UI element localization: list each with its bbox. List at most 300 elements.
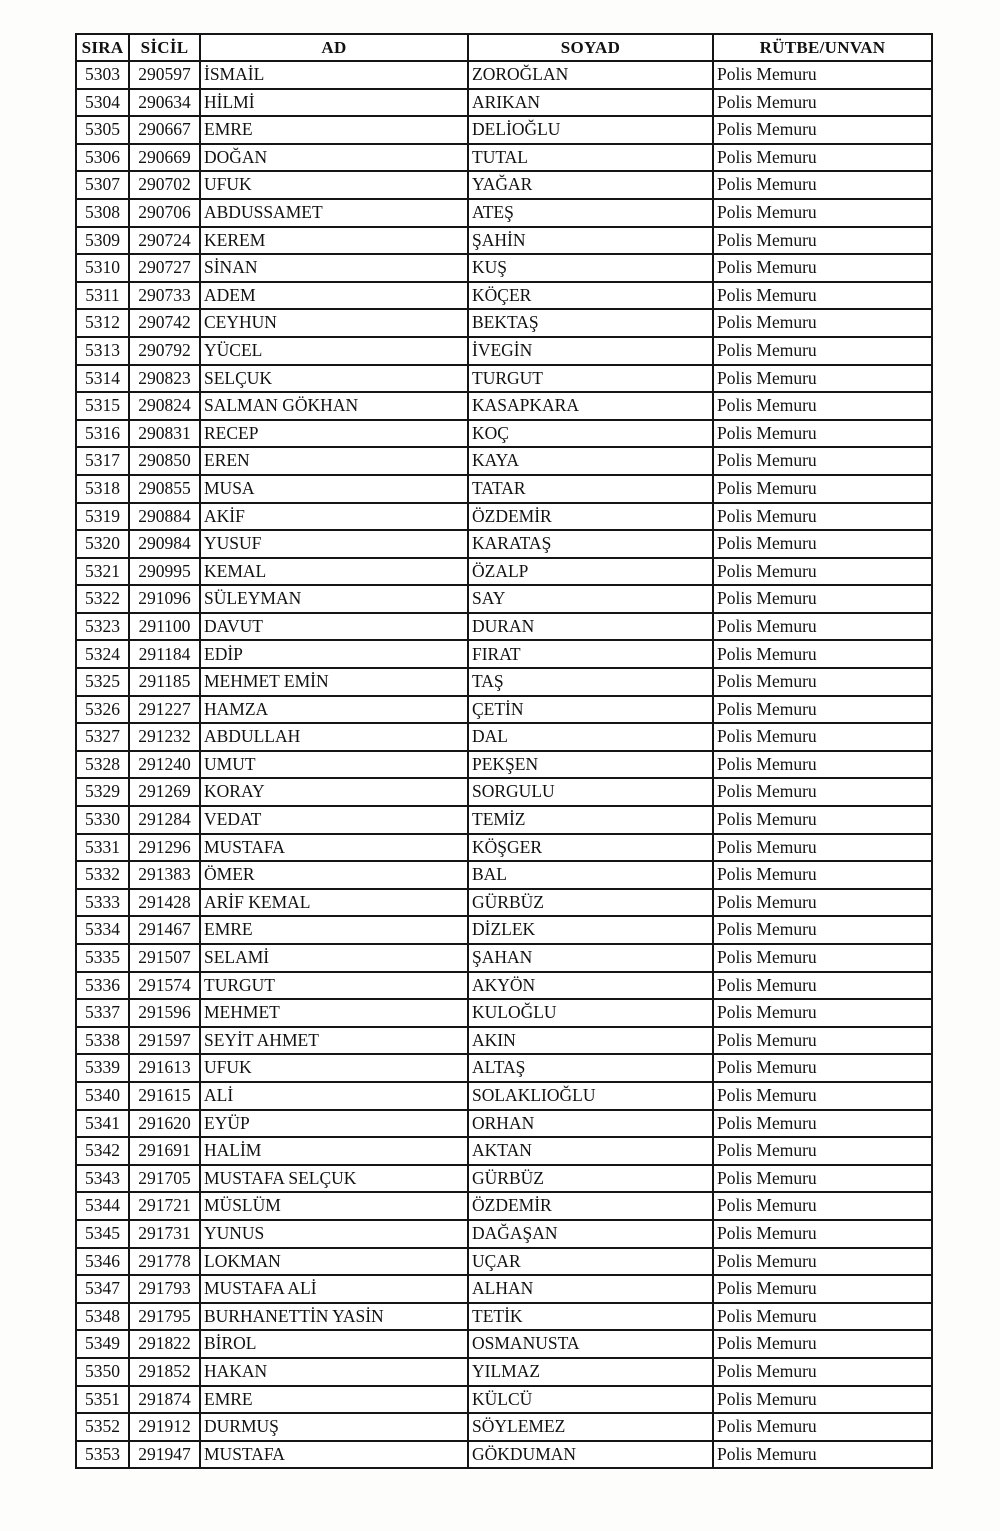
cell-ad: ÖMER <box>200 861 468 889</box>
cell-soyad: ÇETİN <box>468 696 713 724</box>
table-row <box>76 199 932 227</box>
table-row <box>76 834 932 862</box>
cell-rutbe: Polis Memuru <box>713 392 932 420</box>
cell-rutbe: Polis Memuru <box>713 420 932 448</box>
cell-rutbe: Polis Memuru <box>713 475 932 503</box>
column-header-ad: AD <box>200 34 468 61</box>
cell-soyad: AKIN <box>468 1027 713 1055</box>
column-header-soyad: SOYAD <box>468 34 713 61</box>
cell-soyad: SAY <box>468 585 713 613</box>
cell-soyad: ŞAHAN <box>468 944 713 972</box>
cell-soyad: KAYA <box>468 447 713 475</box>
cell-sira: 5330 <box>76 806 129 834</box>
table-row <box>76 696 932 724</box>
cell-sicil: 291232 <box>129 723 200 751</box>
cell-sira: 5322 <box>76 585 129 613</box>
cell-rutbe: Polis Memuru <box>713 1110 932 1138</box>
cell-sira: 5333 <box>76 889 129 917</box>
cell-rutbe: Polis Memuru <box>713 972 932 1000</box>
cell-ad: MUSTAFA ALİ <box>200 1275 468 1303</box>
cell-ad: DOĞAN <box>200 144 468 172</box>
cell-sira: 5308 <box>76 199 129 227</box>
table-row <box>76 365 932 393</box>
cell-sira: 5342 <box>76 1137 129 1165</box>
cell-sicil: 290850 <box>129 447 200 475</box>
table-row <box>76 530 932 558</box>
cell-rutbe: Polis Memuru <box>713 1330 932 1358</box>
cell-ad: EMRE <box>200 916 468 944</box>
cell-rutbe: Polis Memuru <box>713 61 932 89</box>
cell-rutbe: Polis Memuru <box>713 447 932 475</box>
cell-ad: AKİF <box>200 503 468 531</box>
cell-ad: MUSTAFA SELÇUK <box>200 1165 468 1193</box>
cell-soyad: ORHAN <box>468 1110 713 1138</box>
cell-ad: CEYHUN <box>200 309 468 337</box>
cell-ad: HALİM <box>200 1137 468 1165</box>
cell-ad: ADEM <box>200 282 468 310</box>
cell-rutbe: Polis Memuru <box>713 530 932 558</box>
table-row <box>76 282 932 310</box>
cell-sicil: 291620 <box>129 1110 200 1138</box>
cell-sicil: 291596 <box>129 999 200 1027</box>
cell-soyad: BAL <box>468 861 713 889</box>
cell-ad: BİROL <box>200 1330 468 1358</box>
cell-ad: SEYİT AHMET <box>200 1027 468 1055</box>
cell-sira: 5350 <box>76 1358 129 1386</box>
cell-sicil: 291269 <box>129 778 200 806</box>
cell-sira: 5351 <box>76 1386 129 1414</box>
cell-ad: SİNAN <box>200 254 468 282</box>
cell-sicil: 290727 <box>129 254 200 282</box>
cell-ad: MÜSLÜM <box>200 1192 468 1220</box>
table-row <box>76 309 932 337</box>
table-row <box>76 1137 932 1165</box>
cell-ad: SELAMİ <box>200 944 468 972</box>
cell-sicil: 290733 <box>129 282 200 310</box>
cell-sira: 5335 <box>76 944 129 972</box>
cell-rutbe: Polis Memuru <box>713 116 932 144</box>
cell-rutbe: Polis Memuru <box>713 806 932 834</box>
cell-soyad: PEKŞEN <box>468 751 713 779</box>
cell-sira: 5332 <box>76 861 129 889</box>
cell-sira: 5312 <box>76 309 129 337</box>
cell-sicil: 291574 <box>129 972 200 1000</box>
cell-sicil: 290706 <box>129 199 200 227</box>
table-row <box>76 1386 932 1414</box>
table-row <box>76 585 932 613</box>
table-row <box>76 89 932 117</box>
cell-rutbe: Polis Memuru <box>713 1165 932 1193</box>
cell-sira: 5345 <box>76 1220 129 1248</box>
cell-rutbe: Polis Memuru <box>713 227 932 255</box>
cell-ad: LOKMAN <box>200 1248 468 1276</box>
cell-ad: UFUK <box>200 171 468 199</box>
cell-sira: 5352 <box>76 1413 129 1441</box>
cell-soyad: DURAN <box>468 613 713 641</box>
cell-soyad: KOÇ <box>468 420 713 448</box>
table-header <box>76 34 932 61</box>
table-row <box>76 889 932 917</box>
table-row <box>76 1248 932 1276</box>
cell-rutbe: Polis Memuru <box>713 1137 932 1165</box>
cell-sicil: 291852 <box>129 1358 200 1386</box>
cell-sira: 5349 <box>76 1330 129 1358</box>
cell-sicil: 290984 <box>129 530 200 558</box>
cell-rutbe: Polis Memuru <box>713 199 932 227</box>
cell-sicil: 291467 <box>129 916 200 944</box>
cell-sicil: 290823 <box>129 365 200 393</box>
cell-sicil: 291184 <box>129 640 200 668</box>
cell-soyad: TEMİZ <box>468 806 713 834</box>
cell-sira: 5327 <box>76 723 129 751</box>
cell-rutbe: Polis Memuru <box>713 558 932 586</box>
cell-ad: KORAY <box>200 778 468 806</box>
table-row <box>76 227 932 255</box>
cell-soyad: UÇAR <box>468 1248 713 1276</box>
cell-ad: YUSUF <box>200 530 468 558</box>
cell-sira: 5334 <box>76 916 129 944</box>
cell-sicil: 290831 <box>129 420 200 448</box>
cell-soyad: OSMANUSTA <box>468 1330 713 1358</box>
cell-ad: HAMZA <box>200 696 468 724</box>
cell-sira: 5319 <box>76 503 129 531</box>
cell-ad: SELÇUK <box>200 365 468 393</box>
cell-ad: ALİ <box>200 1082 468 1110</box>
cell-sicil: 291691 <box>129 1137 200 1165</box>
cell-rutbe: Polis Memuru <box>713 1303 932 1331</box>
cell-sicil: 290667 <box>129 116 200 144</box>
table-row <box>76 447 932 475</box>
cell-rutbe: Polis Memuru <box>713 144 932 172</box>
table-row <box>76 1054 932 1082</box>
cell-soyad: SÖYLEMEZ <box>468 1413 713 1441</box>
cell-ad: SÜLEYMAN <box>200 585 468 613</box>
table-row <box>76 916 932 944</box>
cell-ad: EREN <box>200 447 468 475</box>
cell-sira: 5303 <box>76 61 129 89</box>
cell-rutbe: Polis Memuru <box>713 834 932 862</box>
cell-rutbe: Polis Memuru <box>713 668 932 696</box>
cell-sira: 5321 <box>76 558 129 586</box>
cell-sira: 5339 <box>76 1054 129 1082</box>
cell-rutbe: Polis Memuru <box>713 89 932 117</box>
cell-sicil: 291615 <box>129 1082 200 1110</box>
cell-ad: HAKAN <box>200 1358 468 1386</box>
cell-sicil: 291793 <box>129 1275 200 1303</box>
cell-sira: 5324 <box>76 640 129 668</box>
table-row <box>76 392 932 420</box>
table-row <box>76 861 932 889</box>
cell-rutbe: Polis Memuru <box>713 337 932 365</box>
cell-sicil: 291383 <box>129 861 200 889</box>
cell-sira: 5310 <box>76 254 129 282</box>
cell-soyad: ŞAHİN <box>468 227 713 255</box>
cell-sira: 5343 <box>76 1165 129 1193</box>
cell-sicil: 291100 <box>129 613 200 641</box>
cell-sicil: 291296 <box>129 834 200 862</box>
cell-sira: 5331 <box>76 834 129 862</box>
cell-sira: 5320 <box>76 530 129 558</box>
table-row <box>76 171 932 199</box>
cell-rutbe: Polis Memuru <box>713 1082 932 1110</box>
table-row <box>76 806 932 834</box>
cell-sicil: 291778 <box>129 1248 200 1276</box>
cell-sicil: 290855 <box>129 475 200 503</box>
cell-soyad: KARATAŞ <box>468 530 713 558</box>
cell-ad: BURHANETTİN YASİN <box>200 1303 468 1331</box>
cell-sira: 5317 <box>76 447 129 475</box>
cell-sicil: 291284 <box>129 806 200 834</box>
table-row <box>76 116 932 144</box>
cell-sicil: 291613 <box>129 1054 200 1082</box>
cell-sicil: 291227 <box>129 696 200 724</box>
cell-soyad: KULOĞLU <box>468 999 713 1027</box>
table-body <box>76 61 932 1468</box>
cell-sira: 5329 <box>76 778 129 806</box>
cell-sira: 5316 <box>76 420 129 448</box>
cell-sicil: 290597 <box>129 61 200 89</box>
column-header-rutbe-unvan: RÜTBE/UNVAN <box>713 34 932 61</box>
table-row <box>76 1413 932 1441</box>
cell-sira: 5314 <box>76 365 129 393</box>
table-row <box>76 475 932 503</box>
cell-soyad: ÖZDEMİR <box>468 1192 713 1220</box>
header-row <box>76 34 932 61</box>
cell-ad: SALMAN GÖKHAN <box>200 392 468 420</box>
cell-sicil: 291731 <box>129 1220 200 1248</box>
cell-rutbe: Polis Memuru <box>713 944 932 972</box>
cell-sicil: 291185 <box>129 668 200 696</box>
cell-sicil: 291947 <box>129 1441 200 1469</box>
cell-rutbe: Polis Memuru <box>713 171 932 199</box>
cell-rutbe: Polis Memuru <box>713 1027 932 1055</box>
cell-sicil: 290634 <box>129 89 200 117</box>
cell-rutbe: Polis Memuru <box>713 889 932 917</box>
cell-sicil: 291912 <box>129 1413 200 1441</box>
table-row <box>76 613 932 641</box>
cell-sira: 5338 <box>76 1027 129 1055</box>
cell-rutbe: Polis Memuru <box>713 1192 932 1220</box>
cell-soyad: ÖZDEMİR <box>468 503 713 531</box>
cell-soyad: DELİOĞLU <box>468 116 713 144</box>
cell-sira: 5309 <box>76 227 129 255</box>
cell-soyad: TETİK <box>468 1303 713 1331</box>
cell-ad: ARİF KEMAL <box>200 889 468 917</box>
cell-soyad: KÖÇER <box>468 282 713 310</box>
cell-soyad: TUTAL <box>468 144 713 172</box>
table-row <box>76 640 932 668</box>
cell-rutbe: Polis Memuru <box>713 365 932 393</box>
cell-sicil: 290669 <box>129 144 200 172</box>
cell-ad: DAVUT <box>200 613 468 641</box>
cell-sira: 5347 <box>76 1275 129 1303</box>
cell-soyad: ALTAŞ <box>468 1054 713 1082</box>
cell-soyad: KÖŞGER <box>468 834 713 862</box>
column-header-sira: SIRA <box>76 34 129 61</box>
cell-soyad: ZOROĞLAN <box>468 61 713 89</box>
cell-rutbe: Polis Memuru <box>713 861 932 889</box>
cell-sira: 5344 <box>76 1192 129 1220</box>
table-row <box>76 778 932 806</box>
cell-soyad: ÖZALP <box>468 558 713 586</box>
table-row <box>76 1358 932 1386</box>
cell-sicil: 290824 <box>129 392 200 420</box>
cell-ad: RECEP <box>200 420 468 448</box>
cell-ad: MUSA <box>200 475 468 503</box>
cell-ad: HİLMİ <box>200 89 468 117</box>
table-row <box>76 1303 932 1331</box>
cell-rutbe: Polis Memuru <box>713 916 932 944</box>
cell-soyad: İVEGİN <box>468 337 713 365</box>
cell-ad: VEDAT <box>200 806 468 834</box>
personnel-table <box>75 33 933 1469</box>
cell-rutbe: Polis Memuru <box>713 723 932 751</box>
cell-sira: 5315 <box>76 392 129 420</box>
cell-sira: 5348 <box>76 1303 129 1331</box>
cell-soyad: SOLAKLIOĞLU <box>468 1082 713 1110</box>
cell-soyad: KÜLCÜ <box>468 1386 713 1414</box>
cell-rutbe: Polis Memuru <box>713 1413 932 1441</box>
cell-rutbe: Polis Memuru <box>713 696 932 724</box>
cell-sicil: 290702 <box>129 171 200 199</box>
table-row <box>76 337 932 365</box>
table-row <box>76 972 932 1000</box>
cell-soyad: GÜRBÜZ <box>468 1165 713 1193</box>
table-row <box>76 1220 932 1248</box>
cell-sira: 5304 <box>76 89 129 117</box>
table-row <box>76 668 932 696</box>
cell-rutbe: Polis Memuru <box>713 1386 932 1414</box>
cell-soyad: ALHAN <box>468 1275 713 1303</box>
cell-ad: EMRE <box>200 116 468 144</box>
cell-rutbe: Polis Memuru <box>713 751 932 779</box>
cell-ad: ABDUSSAMET <box>200 199 468 227</box>
cell-sira: 5323 <box>76 613 129 641</box>
table-row <box>76 144 932 172</box>
cell-soyad: AKYÖN <box>468 972 713 1000</box>
cell-sira: 5313 <box>76 337 129 365</box>
cell-ad: YUNUS <box>200 1220 468 1248</box>
cell-sira: 5305 <box>76 116 129 144</box>
cell-rutbe: Polis Memuru <box>713 309 932 337</box>
cell-soyad: TAŞ <box>468 668 713 696</box>
cell-sicil: 291705 <box>129 1165 200 1193</box>
table-row <box>76 1110 932 1138</box>
cell-sira: 5311 <box>76 282 129 310</box>
cell-rutbe: Polis Memuru <box>713 585 932 613</box>
table-row <box>76 1027 932 1055</box>
cell-ad: ABDULLAH <box>200 723 468 751</box>
cell-sicil: 291597 <box>129 1027 200 1055</box>
cell-sira: 5340 <box>76 1082 129 1110</box>
cell-sicil: 291096 <box>129 585 200 613</box>
cell-ad: MEHMET EMİN <box>200 668 468 696</box>
cell-rutbe: Polis Memuru <box>713 778 932 806</box>
cell-sicil: 290995 <box>129 558 200 586</box>
cell-ad: EDİP <box>200 640 468 668</box>
cell-soyad: ATEŞ <box>468 199 713 227</box>
table-row <box>76 1330 932 1358</box>
table-row <box>76 1082 932 1110</box>
table-row <box>76 999 932 1027</box>
cell-soyad: DAĞAŞAN <box>468 1220 713 1248</box>
cell-ad: KEREM <box>200 227 468 255</box>
cell-sicil: 290724 <box>129 227 200 255</box>
cell-soyad: GÜRBÜZ <box>468 889 713 917</box>
cell-ad: MEHMET <box>200 999 468 1027</box>
cell-rutbe: Polis Memuru <box>713 613 932 641</box>
cell-rutbe: Polis Memuru <box>713 282 932 310</box>
cell-sicil: 291240 <box>129 751 200 779</box>
cell-sicil: 290884 <box>129 503 200 531</box>
cell-sira: 5306 <box>76 144 129 172</box>
table-row <box>76 1275 932 1303</box>
table-row <box>76 503 932 531</box>
table-row <box>76 1441 932 1469</box>
cell-ad: DURMUŞ <box>200 1413 468 1441</box>
cell-rutbe: Polis Memuru <box>713 640 932 668</box>
cell-sira: 5326 <box>76 696 129 724</box>
cell-soyad: DAL <box>468 723 713 751</box>
cell-sira: 5307 <box>76 171 129 199</box>
cell-ad: KEMAL <box>200 558 468 586</box>
cell-sicil: 291874 <box>129 1386 200 1414</box>
cell-rutbe: Polis Memuru <box>713 999 932 1027</box>
cell-rutbe: Polis Memuru <box>713 503 932 531</box>
cell-soyad: YAĞAR <box>468 171 713 199</box>
cell-sira: 5336 <box>76 972 129 1000</box>
table-row <box>76 1192 932 1220</box>
table-row <box>76 944 932 972</box>
cell-ad: MUSTAFA <box>200 834 468 862</box>
table-row <box>76 751 932 779</box>
cell-ad: İSMAİL <box>200 61 468 89</box>
cell-soyad: BEKTAŞ <box>468 309 713 337</box>
cell-ad: YÜCEL <box>200 337 468 365</box>
cell-rutbe: Polis Memuru <box>713 254 932 282</box>
cell-sicil: 291822 <box>129 1330 200 1358</box>
table-row <box>76 420 932 448</box>
cell-rutbe: Polis Memuru <box>713 1358 932 1386</box>
cell-soyad: ARIKAN <box>468 89 713 117</box>
cell-soyad: GÖKDUMAN <box>468 1441 713 1469</box>
cell-soyad: AKTAN <box>468 1137 713 1165</box>
cell-sicil: 291507 <box>129 944 200 972</box>
cell-sicil: 291428 <box>129 889 200 917</box>
cell-sicil: 290742 <box>129 309 200 337</box>
table-row <box>76 723 932 751</box>
cell-sira: 5328 <box>76 751 129 779</box>
cell-rutbe: Polis Memuru <box>713 1248 932 1276</box>
table-row <box>76 558 932 586</box>
cell-sicil: 290792 <box>129 337 200 365</box>
cell-sira: 5337 <box>76 999 129 1027</box>
cell-soyad: FIRAT <box>468 640 713 668</box>
cell-rutbe: Polis Memuru <box>713 1275 932 1303</box>
cell-ad: EYÜP <box>200 1110 468 1138</box>
cell-rutbe: Polis Memuru <box>713 1220 932 1248</box>
cell-sira: 5346 <box>76 1248 129 1276</box>
cell-soyad: DİZLEK <box>468 916 713 944</box>
cell-soyad: YILMAZ <box>468 1358 713 1386</box>
cell-soyad: KUŞ <box>468 254 713 282</box>
table-row <box>76 1165 932 1193</box>
table-row <box>76 61 932 89</box>
cell-sira: 5325 <box>76 668 129 696</box>
cell-sira: 5341 <box>76 1110 129 1138</box>
cell-soyad: TATAR <box>468 475 713 503</box>
cell-ad: TURGUT <box>200 972 468 1000</box>
